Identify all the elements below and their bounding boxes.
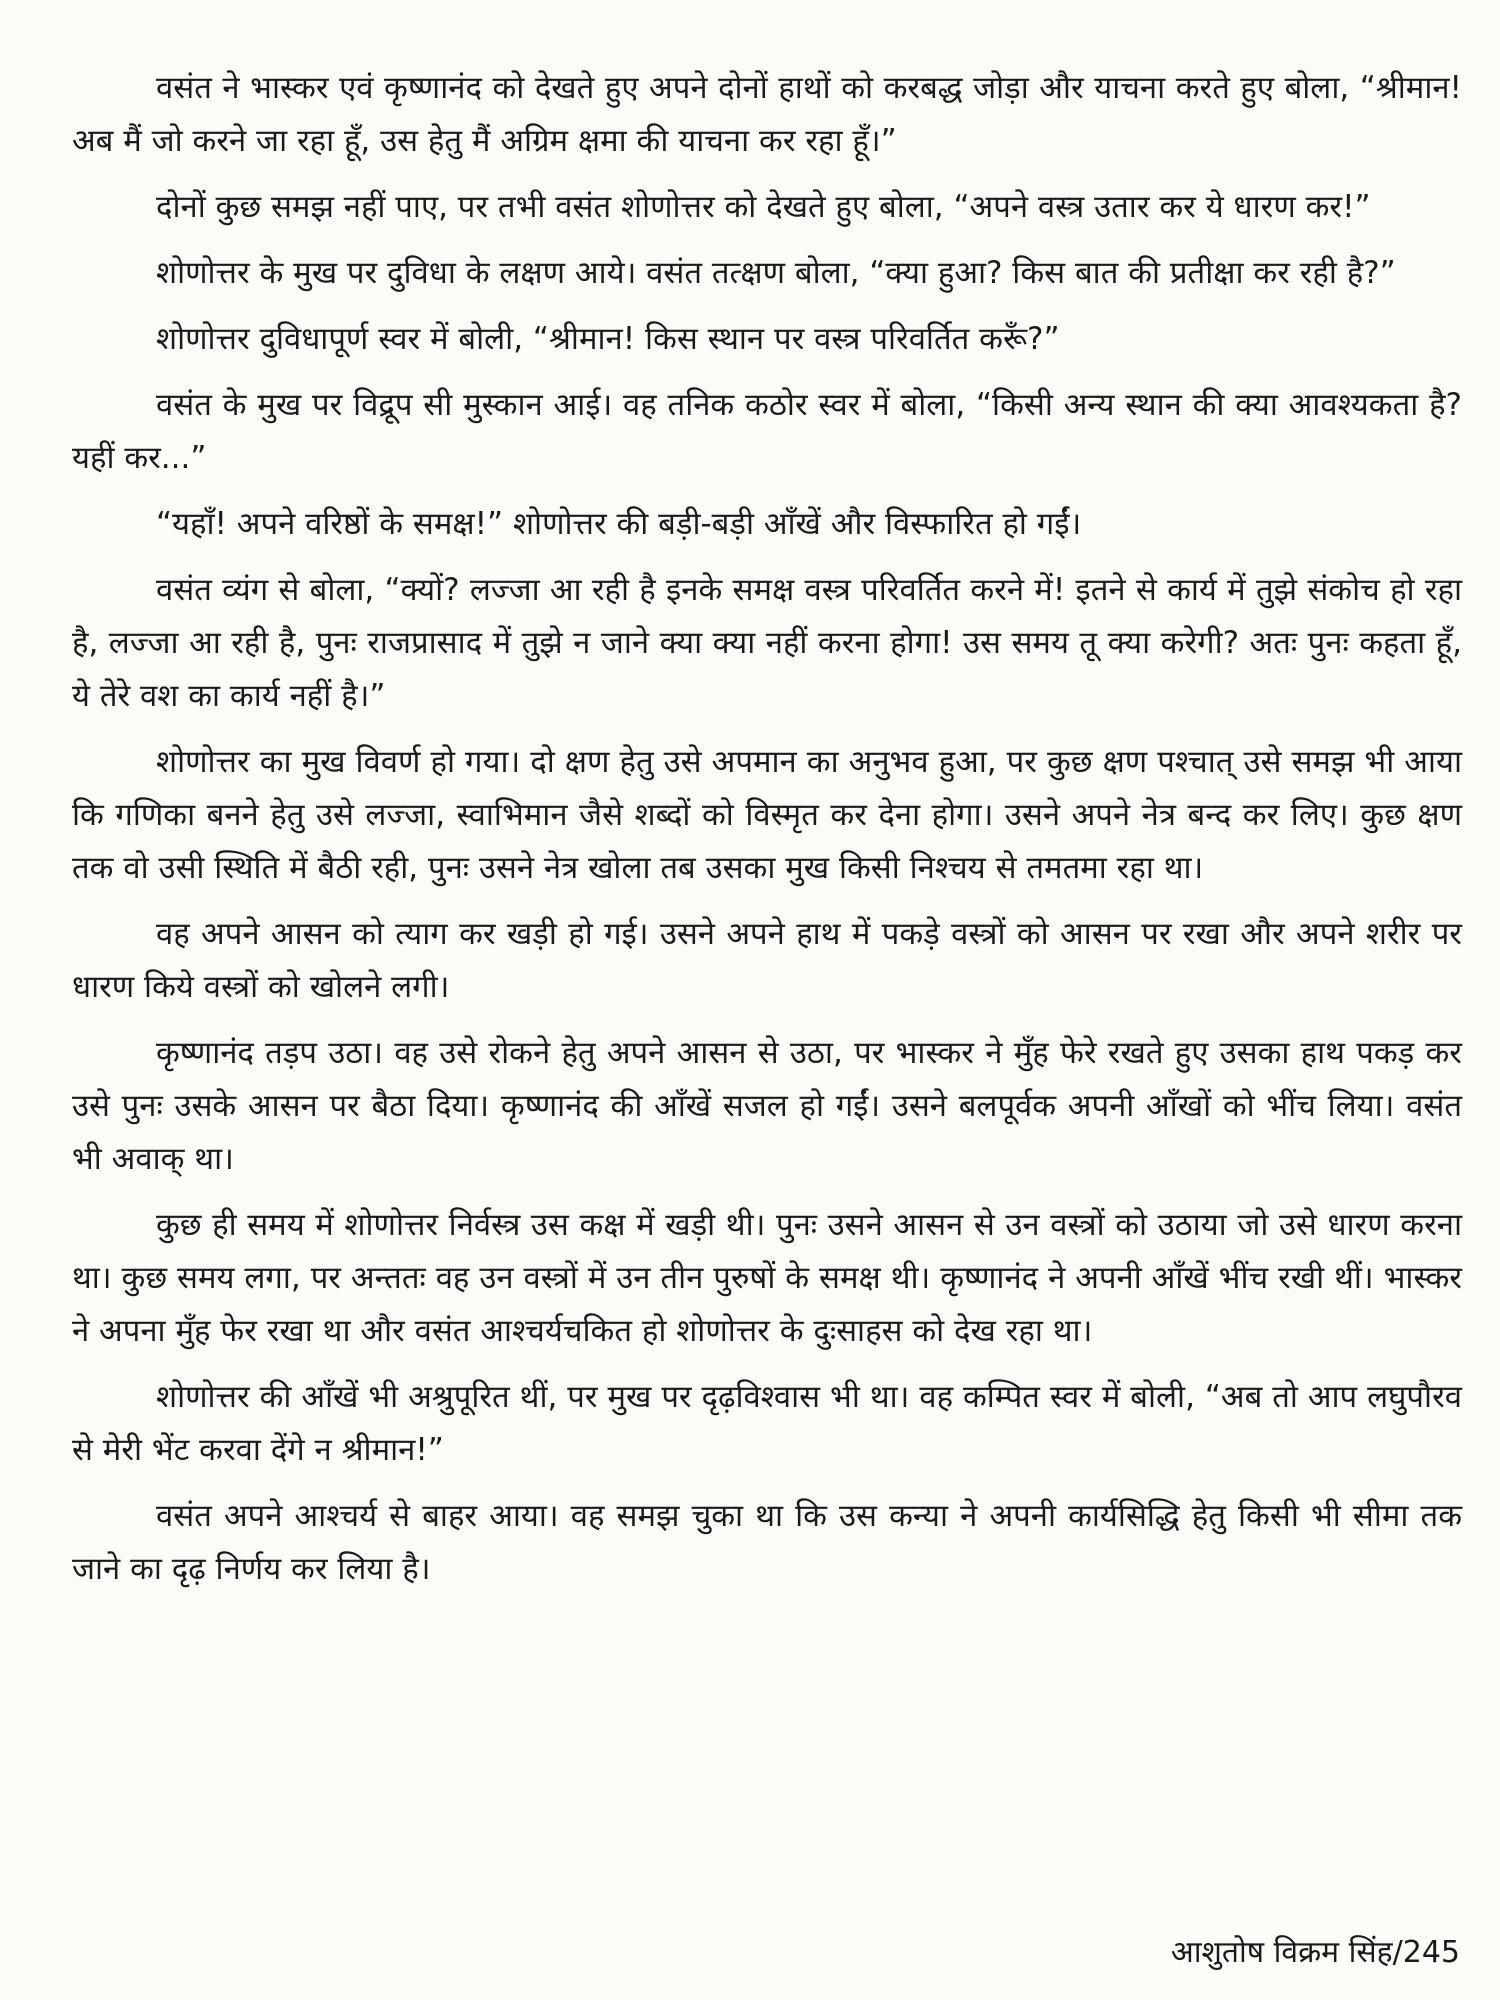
page-footer [1171, 1930, 1460, 1971]
paragraph: वसंत ने भास्कर एवं कृष्णानंद को देखते हुए अपने दोनों हाथों को करबद्ध जोड़ा और याचना करते हुए बोला, “श्रीमान! अब मैं जो करने जा रहा हूँ, उस हेतु मैं अग्रिम क्षमा की याचना कर रहा हूँ।” [72, 70, 1462, 159]
page-number: 245 [1402, 1935, 1460, 1970]
paragraph: “यहाँ! अपने वरिष्ठों के समक्ष!” शोणोत्तर की बड़ी-बड़ी आँखें और विस्फारित हो गईं। [156, 506, 1082, 542]
footer-author: आशुतोष विक्रम सिंह [1170, 1935, 1393, 1970]
paragraph: वह अपने आसन को त्याग कर खड़ी हो गई। उसने अपने हाथ में पकड़े वस्त्रों को आसन पर रखा और अपने शरीर पर धारण किये वस्त्रों को खोलने लगी। [72, 916, 1462, 1005]
paragraph: वसंत के मुख पर विद्रूप सी मुस्कान आई। वह तनिक कठोर स्वर में बोला, “किसी अन्य स्थान की क्या आवश्यकता है? यहीं कर...” [72, 387, 1462, 476]
paragraph: दोनों कुछ समझ नहीं पाए, पर तभी वसंत शोणोत्तर को देखते हुए बोला, “अपने वस्त्र उतार कर ये धारण कर!” [156, 189, 1371, 225]
paragraph: शोणोत्तर का मुख विवर्ण हो गया। दो क्षण हेतु उसे अपमान का अनुभव हुआ, पर कुछ क्षण पश्चात् उसे समझ भी आया कि गणिका बनने हेतु उसे लज्जा, स्वाभिमान जैसे शब्दों को विस्मृत कर देना होगा। उसने अपने नेत्र बन्द कर लिए। कुछ क्षण तक वो उसी स्थिति में बैठी रही, पुनः उसने नेत्र खोला तब उसका मुख किसी निश्चय से तमतमा रहा था। [72, 744, 1462, 886]
paragraph: कुछ ही समय में शोणोत्तर निर्वस्त्र उस कक्ष में खड़ी थी। पुनः उसने आसन से उन वस्त्रों को उठाया जो उसे धारण करना था। कुछ समय लगा, पर अन्ततः वह उन वस्त्रों में उन तीन पुरुषों के समक्ष थी। कृष्णानंद ने अपनी आँखें भींच रखी थीं। भास्कर ने अपना मुँह फेर रखा था और वसंत आश्चर्यचकित हो शोणोत्तर के दुःसाहस को देख रहा था। [72, 1207, 1462, 1349]
paragraph: शोणोत्तर के मुख पर दुविधा के लक्षण आये। वसंत तत्क्षण बोला, “क्या हुआ? किस बात की प्रतीक्षा कर रही है?” [156, 255, 1396, 291]
paragraph: शोणोत्तर दुविधापूर्ण स्वर में बोली, “श्रीमान! किस स्थान पर वस्त्र परिवर्तित करूँ?” [156, 321, 1060, 357]
page-body [72, 62, 1462, 1609]
paragraph: शोणोत्तर की आँखें भी अश्रुपूरित थीं, पर मुख पर दृढ़विश्वास भी था। वह कम्पित स्वर में बोली, “अब तो आप लघुपौरव से मेरी भेंट करवा देंगे न श्रीमान!” [72, 1379, 1462, 1468]
paragraph: वसंत व्यंग से बोला, “क्यों? लज्जा आ रही है इनके समक्ष वस्त्र परिवर्तित करने में! इतने से कार्य में तुझे संकोच हो रहा है, लज्जा आ रही है, पुनः राजप्रासाद में तुझे न जाने क्या क्या नहीं करना होगा! उस समय तू क्या करेगी? अतः पुनः कहता हूँ, ये तेरे वश का कार्य नहीं है।” [72, 572, 1462, 714]
paragraph: वसंत अपने आश्चर्य से बाहर आया। वह समझ चुका था कि उस कन्या ने अपनी कार्यसिद्धि हेतु किसी भी सीमा तक जाने का दृढ़ निर्णय कर लिया है। [72, 1498, 1462, 1587]
paragraph: कृष्णानंद तड़प उठा। वह उसे रोकने हेतु अपने आसन से उठा, पर भास्कर ने मुँह फेरे रखते हुए उसका हाथ पकड़ कर उसे पुनः उसके आसन पर बैठा दिया। कृष्णानंद की आँखें सजल हो गईं। उसने बलपूर्वक अपनी आँखों को भींच लिया। वसंत भी अवाक् था। [72, 1035, 1462, 1177]
footer-separator: / [1392, 1935, 1403, 1970]
